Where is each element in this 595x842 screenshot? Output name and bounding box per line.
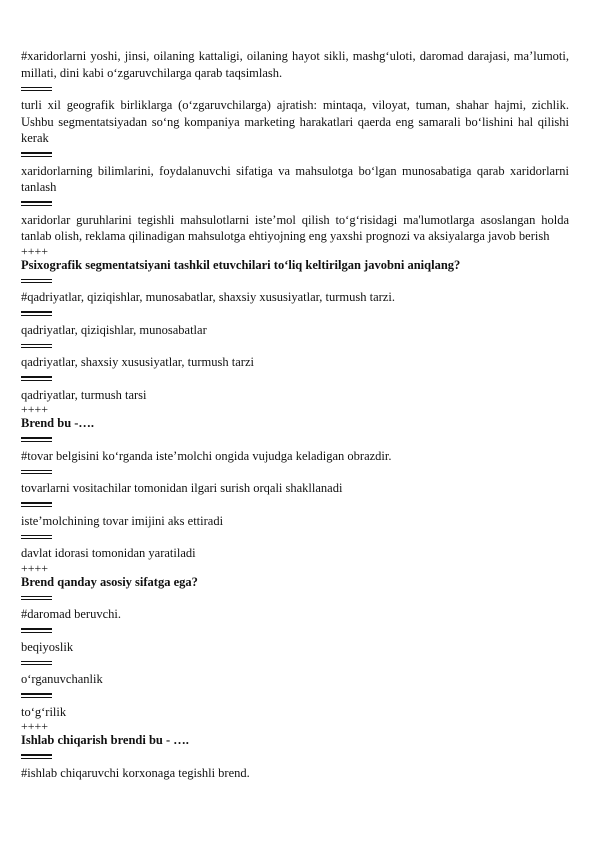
separator-line: [21, 87, 52, 88]
answer-text: beqiyoslik: [21, 639, 74, 654]
separator-line: [21, 535, 52, 536]
separator-line: [21, 538, 52, 539]
separator-line: [21, 693, 52, 694]
separator-line: [21, 90, 52, 91]
answer-separator: [21, 306, 569, 322]
answer-text: qadriyatlar, qiziqishlar, munosabatlar: [21, 322, 207, 337]
answer-text: tovarlarni vositachilar tomonidan ilgari surish orqali shakllanadi: [21, 481, 343, 495]
question-text: Psixografik segmentatsiyani tashkil etuvchilari to‘liq keltirilgan javobni aniqlang?: [21, 257, 461, 272]
answer-text: #ishlab chiqaruvchi korxonaga tegishli brend.: [21, 765, 250, 780]
separator-line: [21, 344, 52, 345]
answer-text: #xaridorlarni yoshi, jinsi, oilaning kattaligi, oilaning hayot sikli, mashg‘uloti, daromad darajasi, ma’lumoti, millati, dini kabi o‘zgaruvchilarga qarab taqsimlash.: [21, 49, 569, 80]
answer-text: #tovar belgisini ko‘rganda iste’molchi ongida vujudga keladigan obrazdir.: [21, 448, 392, 463]
separator-line: [21, 205, 52, 206]
answer-separator: [21, 688, 569, 704]
answer-separator: [21, 371, 569, 387]
question-delimiter: ++++: [21, 560, 49, 575]
document-page: [21, 48, 569, 781]
answer-separator: [21, 529, 569, 545]
answer-separator: [21, 432, 569, 448]
separator-line: [21, 697, 52, 698]
separator-line: [21, 664, 52, 665]
separator-line: [21, 315, 52, 316]
answer-text: xaridorlar guruhlarini tegishli mahsulotlarni iste’mol qilish to‘g‘risidagi ma'lumotlarga asoslangan holda tanlab olish, reklama qilinadigan mahsulotga ehtiyojning eng yaxshi prognozi va aksiyalarga javob berish: [21, 212, 569, 243]
separator-line: [21, 156, 52, 157]
question-text: Ishlab chiqarish brendi bu - ….: [21, 733, 189, 747]
answer-text: iste’molchining tovar imijini aks ettiradi: [21, 513, 224, 528]
answer-text: qadriyatlar, turmush tarsi: [21, 387, 147, 402]
question-delimiter: ++++: [21, 243, 49, 258]
answer-text: turli xil geografik birliklarga (o‘zgaruvchilarga) ajratish: mintaqa, viloyat, tuman, shahar hajmi, zichlik. Ushbu segmentatsiyadan so‘ng kompaniya marketing harakatlari qaerda eng samarali bo‘lishini hal qilishi kerak: [21, 98, 569, 145]
answer-text: #daromad beruvchi.: [21, 607, 121, 621]
separator-line: [21, 376, 52, 377]
separator-line: [21, 628, 52, 629]
separator-line: [21, 470, 52, 471]
answer-text: to‘g‘rilik: [21, 704, 67, 719]
question-delimiter: ++++: [21, 402, 49, 416]
separator-line: [21, 632, 52, 633]
answer-separator: [21, 81, 569, 97]
separator-line: [21, 437, 52, 438]
answer-text: #qadriyatlar, qiziqishlar, munosabatlar, shaxsiy xususiyatlar, turmush tarzi.: [21, 290, 395, 304]
separator-line: [21, 380, 52, 381]
answer-separator: [21, 464, 569, 480]
answer-text: xaridorlarning bilimlarini, foydalanuvchi sifatiga va mahsulotga bo‘lgan munosabatiga qarab xaridorlarni tanlash: [21, 163, 569, 194]
answer-separator: [21, 196, 569, 212]
separator-line: [21, 152, 52, 153]
answer-separator: [21, 273, 569, 289]
answer-separator: [21, 147, 569, 163]
separator-line: [21, 282, 52, 283]
question-delimiter: ++++: [21, 719, 49, 733]
separator-line: [21, 347, 52, 348]
answer-text: qadriyatlar, shaxsiy xususiyatlar, turmush tarzi: [21, 355, 254, 369]
answer-separator: [21, 655, 569, 671]
separator-line: [21, 311, 52, 312]
separator-line: [21, 661, 52, 662]
answer-separator: [21, 338, 569, 354]
separator-line: [21, 758, 52, 759]
separator-line: [21, 502, 52, 503]
answer-separator: [21, 590, 569, 606]
separator-line: [21, 596, 52, 597]
separator-line: [21, 279, 52, 280]
answer-separator: [21, 623, 569, 639]
separator-line: [21, 754, 52, 755]
separator-line: [21, 599, 52, 600]
answer-separator: [21, 749, 569, 765]
answer-text: o‘rganuvchanlik: [21, 672, 103, 686]
separator-line: [21, 441, 52, 442]
question-text: Brend bu -….: [21, 416, 95, 430]
answer-separator: [21, 497, 569, 513]
separator-line: [21, 473, 52, 474]
answer-text: davlat idorasi tomonidan yaratiladi: [21, 546, 196, 560]
separator-line: [21, 506, 52, 507]
question-text: Brend qanday asosiy sifatga ega?: [21, 574, 198, 589]
separator-line: [21, 201, 52, 202]
